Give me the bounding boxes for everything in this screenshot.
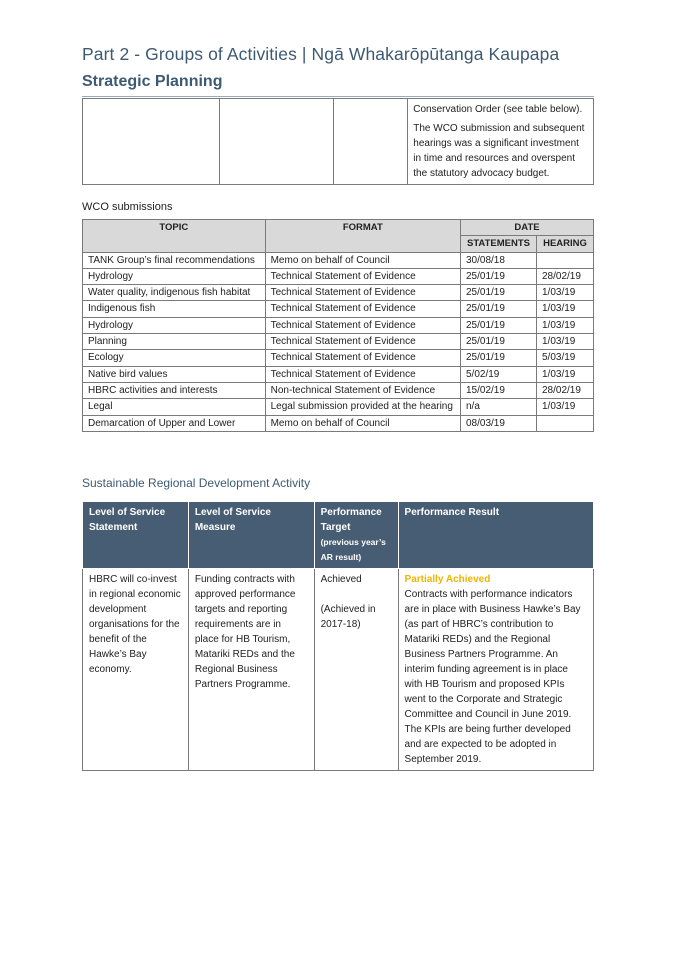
los-measure-header: Level of Service Measure	[188, 502, 314, 569]
continuation-text: The WCO submission and subsequent hearings was a significant investment in time and resources and overspent the statutory advocacy budget.	[413, 123, 585, 179]
format-cell: Technical Statement of Evidence	[265, 350, 460, 366]
table-row	[83, 268, 594, 284]
format-cell: Memo on behalf of Council	[265, 252, 460, 268]
statements-cell: 25/01/19	[461, 268, 537, 284]
section-title: Strategic Planning	[82, 73, 223, 90]
table-row	[83, 415, 594, 431]
format-cell: Memo on behalf of Council	[265, 415, 460, 431]
statements-cell: 30/08/18	[461, 252, 537, 268]
srd-table	[82, 501, 594, 771]
hearing-cell	[536, 415, 593, 431]
los-statement-header: Level of Service Statement	[83, 502, 189, 569]
target-value: Achieved	[320, 574, 362, 585]
statements-cell: 15/02/19	[461, 382, 537, 398]
table-row	[83, 317, 594, 333]
srd-header-row	[83, 502, 594, 569]
hearing-cell: 1/03/19	[536, 317, 593, 333]
statements-cell: 25/01/19	[461, 285, 537, 301]
topic-cell: TANK Group’s final recommendations	[83, 252, 266, 268]
part-title: Part 2 - Groups of Activities | Ngā Whakarōpūtanga Kaupapa	[82, 44, 560, 64]
statements-cell: 25/01/19	[461, 317, 537, 333]
topic-cell: Planning	[83, 334, 266, 350]
statements-cell: 08/03/19	[461, 415, 537, 431]
title-divider	[82, 96, 594, 97]
date-header: DATE	[461, 220, 594, 236]
table-row	[83, 382, 594, 398]
topic-cell: Hydrology	[83, 317, 266, 333]
hearing-header: HEARING	[536, 236, 593, 252]
table-row	[83, 399, 594, 415]
table-row	[83, 366, 594, 382]
target-header	[314, 502, 398, 569]
table-row	[83, 301, 594, 317]
hearing-cell: 1/03/19	[536, 285, 593, 301]
topic-cell: Water quality, indigenous fish habitat	[83, 285, 266, 301]
target-cell	[314, 569, 398, 771]
hearing-cell: 1/03/19	[536, 334, 593, 350]
hearing-cell: 28/02/19	[536, 382, 593, 398]
empty-cell	[219, 99, 334, 185]
table-row	[83, 334, 594, 350]
format-cell: Non-technical Statement of Evidence	[265, 382, 460, 398]
target-header-note: (previous year’s AR result)	[320, 537, 386, 562]
hearing-cell: 28/02/19	[536, 268, 593, 284]
result-cell	[398, 569, 593, 771]
continuation-text: Conservation Order (see table below).	[413, 104, 583, 115]
table-row	[83, 99, 594, 185]
status-badge: Partially Achieved	[404, 574, 491, 585]
hearing-cell: 1/03/19	[536, 399, 593, 415]
topic-cell: HBRC activities and interests	[83, 382, 266, 398]
continuation-table	[82, 98, 594, 185]
topic-cell: Demarcation of Upper and Lower	[83, 415, 266, 431]
los-measure-cell: Funding contracts with approved performance targets and reporting requirements are in place for HB Tourism, Matariki REDs and the Regional Business Partners Programme.	[188, 569, 314, 771]
table-row	[83, 350, 594, 366]
statements-cell: 5/02/19	[461, 366, 537, 382]
target-previous: (Achieved in 2017-18)	[320, 604, 376, 630]
topic-cell: Ecology	[83, 350, 266, 366]
format-cell: Technical Statement of Evidence	[265, 285, 460, 301]
result-text: Contracts with performance indicators are in place with Business Hawke’s Bay (as part of HBRC’s contribution to Matariki REDs) and the Regional Business Partners Programme. An interim funding agreement is in place with HB Tourism and proposed KPIs went to the Corporate and Strategic Committee and Council in June 2019. The KPIs are being further developed and are expected to be adopted in September 2019.	[404, 589, 581, 765]
format-cell: Legal submission provided at the hearing	[265, 399, 460, 415]
format-cell: Technical Statement of Evidence	[265, 268, 460, 284]
empty-cell	[83, 99, 220, 185]
los-statement-cell: HBRC will co-invest in regional economic development organisations for the benefit of the Hawke’s Bay economy.	[83, 569, 189, 771]
topic-cell: Native bird values	[83, 366, 266, 382]
topic-header: TOPIC	[83, 220, 266, 253]
format-header: FORMAT	[265, 220, 460, 253]
result-header: Performance Result	[398, 502, 593, 569]
hearing-cell: 1/03/19	[536, 366, 593, 382]
wco-label: WCO submissions	[82, 201, 173, 213]
continuation-text-cell	[408, 99, 594, 185]
format-cell: Technical Statement of Evidence	[265, 334, 460, 350]
target-header-label: Performance Target	[320, 507, 382, 533]
topic-cell: Indigenous fish	[83, 301, 266, 317]
format-cell: Technical Statement of Evidence	[265, 317, 460, 333]
table-row	[83, 285, 594, 301]
wco-table	[82, 219, 594, 432]
statements-cell: 25/01/19	[461, 301, 537, 317]
empty-cell	[334, 99, 408, 185]
statements-cell: n/a	[461, 399, 537, 415]
hearing-cell	[536, 252, 593, 268]
format-cell: Technical Statement of Evidence	[265, 366, 460, 382]
table-row	[83, 252, 594, 268]
wco-header-row	[83, 220, 594, 236]
statements-header: STATEMENTS	[461, 236, 537, 252]
hearing-cell: 1/03/19	[536, 301, 593, 317]
format-cell: Technical Statement of Evidence	[265, 301, 460, 317]
statements-cell: 25/01/19	[461, 350, 537, 366]
hearing-cell: 5/03/19	[536, 350, 593, 366]
srd-label: Sustainable Regional Development Activity	[82, 476, 311, 490]
topic-cell: Legal	[83, 399, 266, 415]
srd-row	[83, 569, 594, 771]
topic-cell: Hydrology	[83, 268, 266, 284]
statements-cell: 25/01/19	[461, 334, 537, 350]
